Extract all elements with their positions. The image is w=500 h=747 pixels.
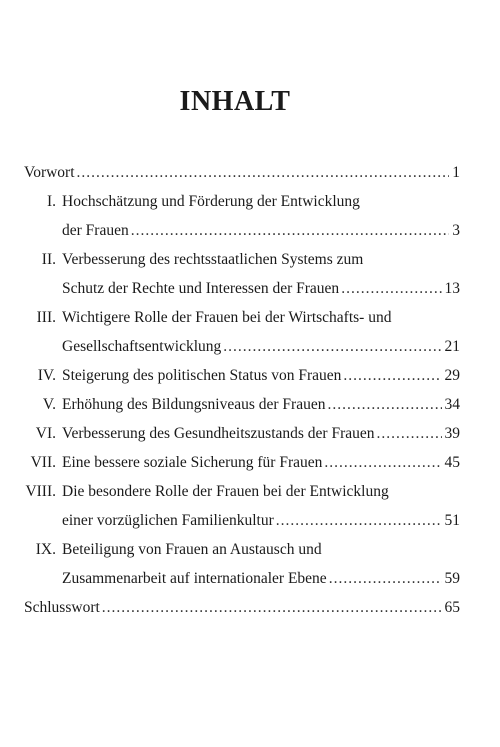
toc-line bbox=[62, 361, 460, 390]
toc-line bbox=[62, 332, 460, 361]
toc-entry-title: Die besondere Rolle der Frauen bei der Entwicklung bbox=[62, 483, 389, 500]
toc-entry-6[interactable] bbox=[24, 419, 460, 448]
toc-entry-title: Beteiligung von Frauen an Austausch und bbox=[62, 541, 322, 558]
toc-line bbox=[62, 216, 460, 245]
toc-entry-title: Verbesserung des rechtsstaatlichen Systems zum bbox=[62, 251, 364, 268]
toc-line bbox=[62, 506, 460, 535]
toc-line bbox=[62, 535, 460, 564]
toc-entry-title: Steigerung des politischen Status von Frauen bbox=[62, 367, 342, 384]
chapter-number: V. bbox=[42, 396, 56, 413]
toc-entry-title: Vorwort bbox=[24, 164, 75, 181]
dot-leader bbox=[77, 158, 450, 187]
toc-entry-2[interactable] bbox=[24, 245, 460, 274]
toc-entry-title-continued: Gesellschaftsentwicklung bbox=[62, 338, 222, 355]
page-number: 13 bbox=[444, 280, 460, 297]
page-number: 45 bbox=[444, 454, 460, 471]
page-number: 59 bbox=[444, 570, 460, 587]
page-number: 39 bbox=[444, 425, 460, 442]
toc-entry-title: Wichtigere Rolle der Frauen bei der Wirtschafts- und bbox=[62, 309, 392, 326]
toc-line bbox=[62, 187, 460, 216]
toc-line bbox=[24, 593, 460, 622]
toc-entry-title: Erhöhung des Bildungsniveaus der Frauen bbox=[62, 396, 326, 413]
dot-leader bbox=[131, 216, 450, 245]
toc-entry-title: Schlusswort bbox=[24, 599, 100, 616]
toc-entry-vorwort[interactable] bbox=[24, 158, 460, 187]
toc-entry-schlusswort[interactable] bbox=[24, 593, 460, 622]
toc-line bbox=[62, 448, 460, 477]
dot-leader bbox=[324, 448, 441, 477]
dot-leader bbox=[341, 274, 441, 303]
toc-entry-title-continued: Zusammenarbeit auf internationaler Ebene bbox=[62, 570, 327, 587]
toc-line bbox=[62, 419, 460, 448]
chapter-number: IV. bbox=[37, 367, 56, 384]
toc-entry-title: Eine bessere soziale Sicherung für Frauen bbox=[62, 454, 323, 471]
chapter-number: VII. bbox=[30, 454, 56, 471]
toc-entry-title-continued: einer vorzüglichen Familienkultur bbox=[62, 512, 274, 529]
page-title: INHALT bbox=[179, 86, 291, 117]
toc-entry-5[interactable] bbox=[24, 390, 460, 419]
toc-entry-9[interactable] bbox=[24, 535, 460, 564]
toc-entry-title: Verbesserung des Gesundheitszustands der Frauen bbox=[62, 425, 375, 442]
dot-leader bbox=[327, 390, 441, 419]
toc-entry-title: Hochschätzung und Förderung der Entwicklung bbox=[62, 193, 360, 210]
page-number: 65 bbox=[444, 599, 460, 616]
toc-entry-9-continued[interactable] bbox=[24, 564, 460, 593]
toc-line bbox=[62, 245, 460, 274]
toc-entry-3[interactable] bbox=[24, 303, 460, 332]
toc-entry-title-continued: der Frauen bbox=[62, 222, 129, 239]
page-number: 1 bbox=[452, 164, 460, 181]
toc-entry-8-continued[interactable] bbox=[24, 506, 460, 535]
page-number: 3 bbox=[452, 222, 460, 239]
dot-leader bbox=[223, 332, 441, 361]
chapter-number: VI. bbox=[35, 425, 56, 442]
page-number: 21 bbox=[444, 338, 460, 355]
toc-entry-2-continued[interactable] bbox=[24, 274, 460, 303]
toc-line bbox=[62, 564, 460, 593]
chapter-number: I. bbox=[46, 193, 56, 210]
toc-line bbox=[62, 477, 460, 506]
dot-leader bbox=[329, 564, 442, 593]
chapter-number: VIII. bbox=[25, 483, 56, 500]
dot-leader bbox=[377, 419, 442, 448]
page-number: 29 bbox=[444, 367, 460, 384]
chapter-number: II. bbox=[41, 251, 56, 268]
page-number: 34 bbox=[444, 396, 460, 413]
toc-line bbox=[62, 303, 460, 332]
toc-entry-8[interactable] bbox=[24, 477, 460, 506]
chapter-number: IX. bbox=[35, 541, 56, 558]
toc-entry-1[interactable] bbox=[24, 187, 460, 216]
dot-leader bbox=[343, 361, 441, 390]
page-number: 51 bbox=[444, 512, 460, 529]
toc-line bbox=[24, 158, 460, 187]
toc-entry-4[interactable] bbox=[24, 361, 460, 390]
chapter-number: III. bbox=[36, 309, 56, 326]
table-of-contents bbox=[24, 158, 460, 622]
dot-leader bbox=[276, 506, 442, 535]
toc-entry-title-continued: Schutz der Rechte und Interessen der Frauen bbox=[62, 280, 340, 297]
toc-entry-1-continued[interactable] bbox=[24, 216, 460, 245]
toc-line bbox=[62, 274, 460, 303]
toc-entry-3-continued[interactable] bbox=[24, 332, 460, 361]
toc-entry-7[interactable] bbox=[24, 448, 460, 477]
dot-leader bbox=[102, 593, 442, 622]
toc-line bbox=[62, 390, 460, 419]
